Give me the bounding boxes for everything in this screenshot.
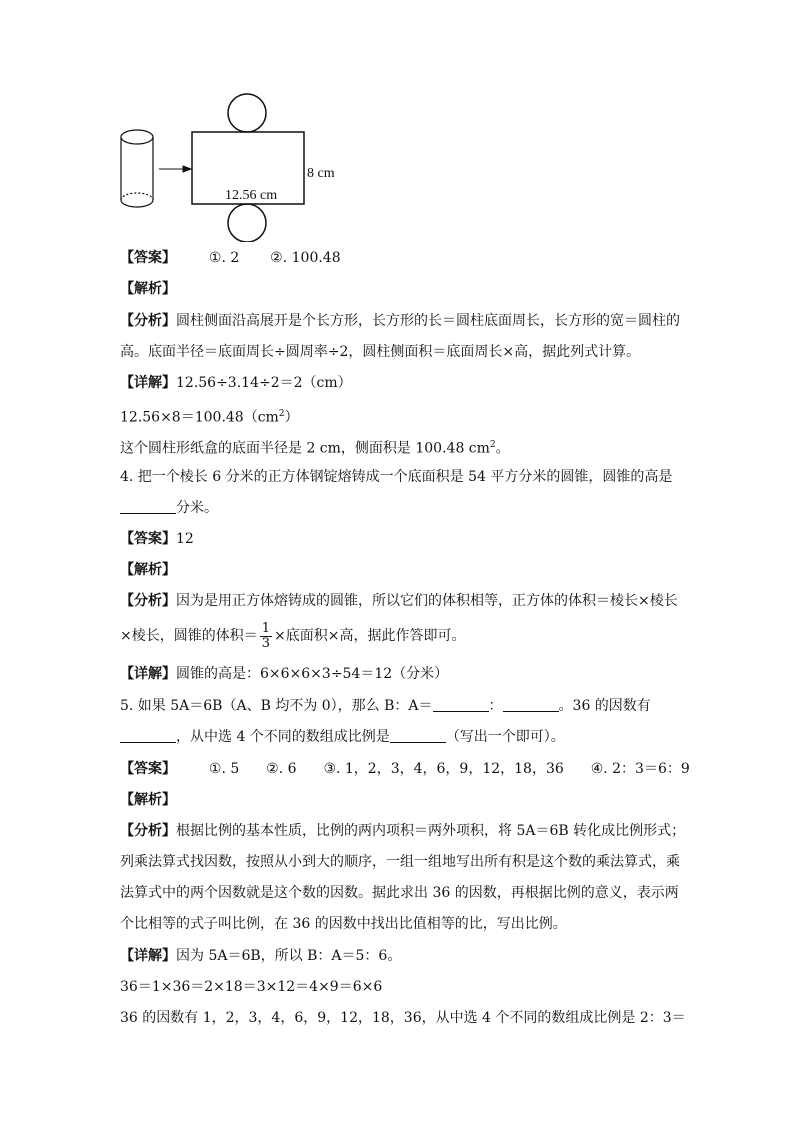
q3-answer-1: ①. 2 bbox=[208, 250, 240, 266]
answer-blank[interactable] bbox=[120, 499, 176, 514]
q5-answer-line: 【答案】 ①. 5 ②. 6 ③. 1，2，3，4，6，9，12，18，36 ④. 2：3＝6：9 bbox=[120, 761, 690, 777]
xiangjie-tag: 【详解】 bbox=[120, 948, 176, 964]
q5-question-line1: 5. 如果 5A＝6B（A、B 均不为 0），那么 B：A＝ ： 。36 的因数有 bbox=[120, 698, 651, 714]
q5-fenxi-line3: 法算式中的两个因数就是这个数的因数。据此求出 36 的因数，再根据比例的意义，表示两 bbox=[120, 885, 679, 901]
xiangjie-tag: 【详解】 bbox=[120, 375, 176, 391]
q4-answer: 12 bbox=[176, 531, 194, 547]
q5-fenxi-line2: 列乘法算式找因数，按照从小到大的顺序，一组一组地写出所有积是这个数的乘法算式，乘 bbox=[120, 854, 680, 870]
q5-question-line2: ，从中选 4 个不同的数组成比例是 （写出一个即可）。 bbox=[120, 727, 565, 747]
fraction-one-third: $\frac{1}{3}$ bbox=[261, 620, 271, 651]
q3-jiexi-tag: 【解析】 bbox=[120, 281, 176, 297]
arrow-icon bbox=[159, 166, 191, 172]
answer-blank[interactable] bbox=[433, 697, 489, 712]
q4-xiangjie: 【详解】圆锥的高是：6×6×6×3÷54＝12（分米） bbox=[120, 666, 449, 682]
q5-xiangjie-line3: 36 的因数有 1，2，3，4，6，9，12，18，36，从中选 4 个不同的数组成比例是 2：3＝ bbox=[120, 1010, 686, 1026]
q5-jiexi-tag: 【解析】 bbox=[120, 792, 176, 808]
top-base-circle bbox=[228, 94, 266, 132]
q5-xiangjie-line2: 36＝1×36＝2×18＝3×12＝4×9＝6×6 bbox=[120, 979, 383, 995]
fenxi-tag: 【分析】 bbox=[120, 823, 176, 839]
q3-conclusion: 这个圆柱形纸盒的底面半径是 2 cm，侧面积是 100.48 $cm^2$。 bbox=[120, 440, 510, 457]
q4-fenxi-line1: 【分析】因为是用正方体熔铸成的圆锥，所以它们的体积相等，正方体的体积＝棱长×棱长 bbox=[120, 593, 678, 609]
height-label: 8 cm bbox=[307, 166, 335, 181]
q3-fenxi-line2: 高。底面半径＝底面周长÷圆周率÷2，圆柱侧面积＝底面周长×高，据此列式计算。 bbox=[120, 344, 641, 360]
q5-fenxi-line4: 个比相等的式子叫比例，在 36 的因数中找出比值相等的比，写出比例。 bbox=[120, 916, 567, 932]
cylinder-net-figure bbox=[115, 92, 355, 242]
q3-xiangjie-line2: $12.56\times 8=100.48(cm^2)$ bbox=[120, 409, 299, 426]
q3-answer-2: ②. 100.48 bbox=[270, 250, 341, 266]
answer-blank[interactable] bbox=[390, 728, 446, 743]
length-label: 12.56 cm bbox=[225, 188, 278, 203]
bottom-base-circle bbox=[228, 204, 266, 242]
answer-tag: 【答案】 bbox=[120, 761, 176, 777]
answer-blank[interactable] bbox=[503, 697, 559, 712]
cylinder-shape bbox=[121, 130, 153, 207]
answer-tag: 【答案】 bbox=[120, 250, 176, 266]
q5-xiangjie-line1: 【详解】因为 5A＝6B，所以 B：A＝5：6。 bbox=[120, 948, 402, 964]
q4-fenxi-line2: ×棱长，圆锥的体积＝ $\frac{1}{3}$ ×底面积×高，据此作答即可。 bbox=[120, 620, 466, 651]
q4-question-line1: 4. 把一个棱长 6 分米的正方体钢锭熔铸成一个底面积是 54 平方分米的圆锥，圆锥的高是 bbox=[120, 469, 673, 485]
q3-fenxi-line1: 【分析】圆柱侧面沿高展开是个长方形，长方形的长＝圆柱底面周长，长方形的宽＝圆柱的 bbox=[120, 313, 680, 329]
q5-fenxi-line1: 【分析】根据比例的基本性质，比例的两内项积＝两外项积，将 5A＝6B 转化成比例形式； bbox=[120, 823, 686, 839]
answer-blank[interactable] bbox=[120, 728, 176, 743]
answer-tag: 【答案】 bbox=[120, 531, 176, 547]
q3-xiangjie-line1: 【详解】12.56÷3.14÷2＝2（cm） bbox=[120, 375, 352, 391]
q4-question-line2: 分米。 bbox=[120, 498, 218, 518]
fenxi-tag: 【分析】 bbox=[120, 313, 176, 329]
q4-answer-line bbox=[120, 529, 194, 549]
q3-answer-line bbox=[120, 248, 341, 268]
fenxi-tag: 【分析】 bbox=[120, 593, 176, 609]
xiangjie-tag: 【详解】 bbox=[120, 666, 176, 682]
q4-jiexi-tag: 【解析】 bbox=[120, 562, 176, 578]
